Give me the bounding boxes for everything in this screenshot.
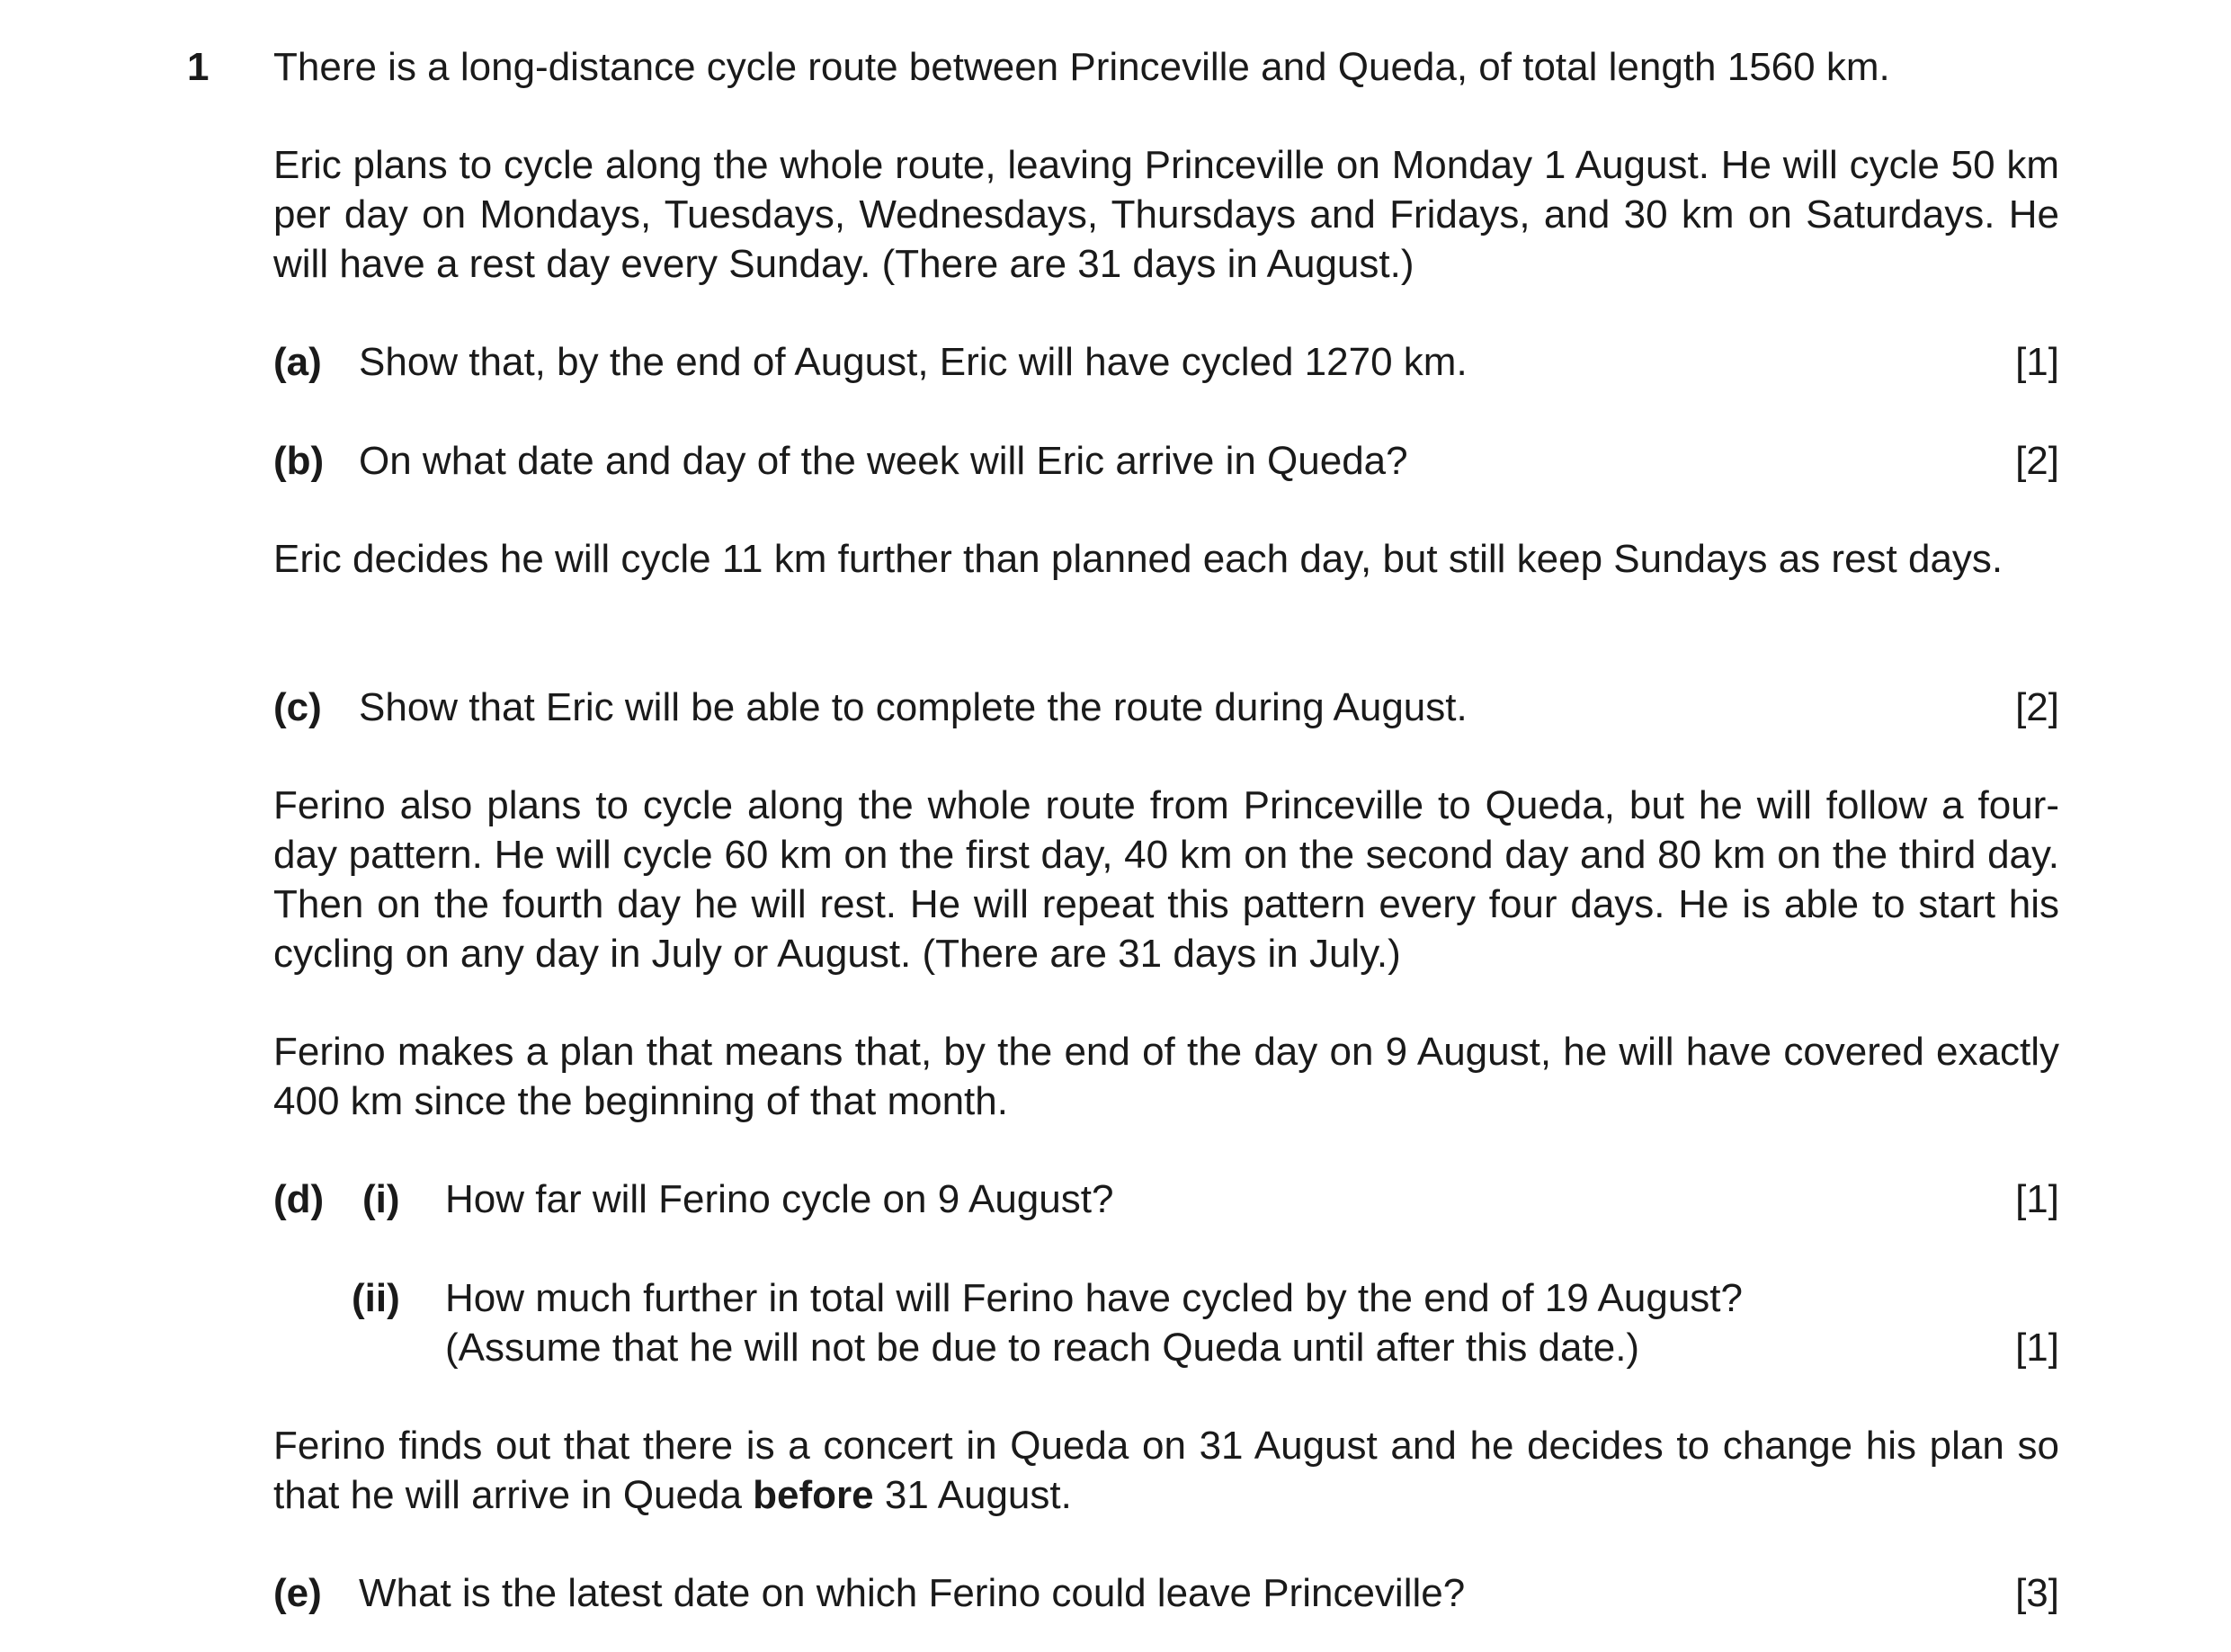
ferino-concert-paragraph: [273, 1421, 2059, 1520]
part-d-i-text: How far will Ferino cycle on 9 August?: [445, 1177, 1114, 1221]
part-b-marks: [2]: [2015, 439, 2059, 483]
part-d-i-marks: [1]: [2015, 1177, 2059, 1221]
part-e-label: (e): [273, 1571, 322, 1615]
concert-text-post: 31 August.: [884, 1473, 1072, 1517]
concert-text-bold: before: [753, 1473, 874, 1517]
part-c-marks: [2]: [2015, 685, 2059, 729]
part-b-label: (b): [273, 439, 325, 483]
question-intro: There is a long-distance cycle route between Princeville and Queda, of total length 1560 km.: [273, 45, 1890, 89]
part-a-label: (a): [273, 340, 322, 384]
part-c-text: Show that Eric will be able to complete the route during August.: [359, 685, 1468, 729]
ferino-progress-paragraph: Ferino makes a plan that means that, by the end of the day on 9 August, he will have covered exactly 400 km since the beginning of that month.: [273, 1030, 2059, 1123]
question-number: 1: [187, 45, 210, 89]
concert-text-pre: Ferino finds out that there is a concert in Queda on 31 August and he decides to change his plan so that he will arrive in Queda: [273, 1424, 2059, 1517]
part-c-label: (c): [273, 685, 322, 729]
part-d-ii-marks: [1]: [2015, 1326, 2059, 1370]
part-d-ii-label: (ii): [352, 1276, 400, 1320]
part-d-ii-text-line1: How much further in total will Ferino have cycled by the end of 19 August?: [445, 1276, 1743, 1320]
ferino-plan-paragraph: Ferino also plans to cycle along the whole route from Princeville to Queda, but he will follow a four-day pattern. He will cycle 60 km on the first day, 40 km on the second day and 80 km on the third day. Then on the fourth day he will rest. He will repeat this pattern every four days. He is able to start his cycling on any day in July or August. (There are 31 days in July.): [273, 783, 2059, 976]
part-d-label: (d): [273, 1177, 325, 1221]
part-b-text: On what date and day of the week will Eric arrive in Queda?: [359, 439, 1408, 483]
part-e-marks: [3]: [2015, 1571, 2059, 1615]
eric-change-paragraph: Eric decides he will cycle 11 km further than planned each day, but still keep Sundays as rest days.: [273, 537, 2003, 581]
part-d-i-label: (i): [362, 1177, 400, 1221]
part-d-ii-text-line2: (Assume that he will not be due to reach Queda until after this date.): [445, 1326, 1640, 1370]
part-a-text: Show that, by the end of August, Eric will have cycled 1270 km.: [359, 340, 1468, 384]
part-a-marks: [1]: [2015, 340, 2059, 384]
eric-plan-paragraph: Eric plans to cycle along the whole route, leaving Princeville on Monday 1 August. He will cycle 50 km per day on Mondays, Tuesdays, Wednesdays, Thursdays and Fridays, and 30 km on Saturdays. He will have a rest day every Sunday. (There are 31 days in August.): [273, 143, 2059, 286]
part-e-text: What is the latest date on which Ferino could leave Princeville?: [359, 1571, 1466, 1615]
